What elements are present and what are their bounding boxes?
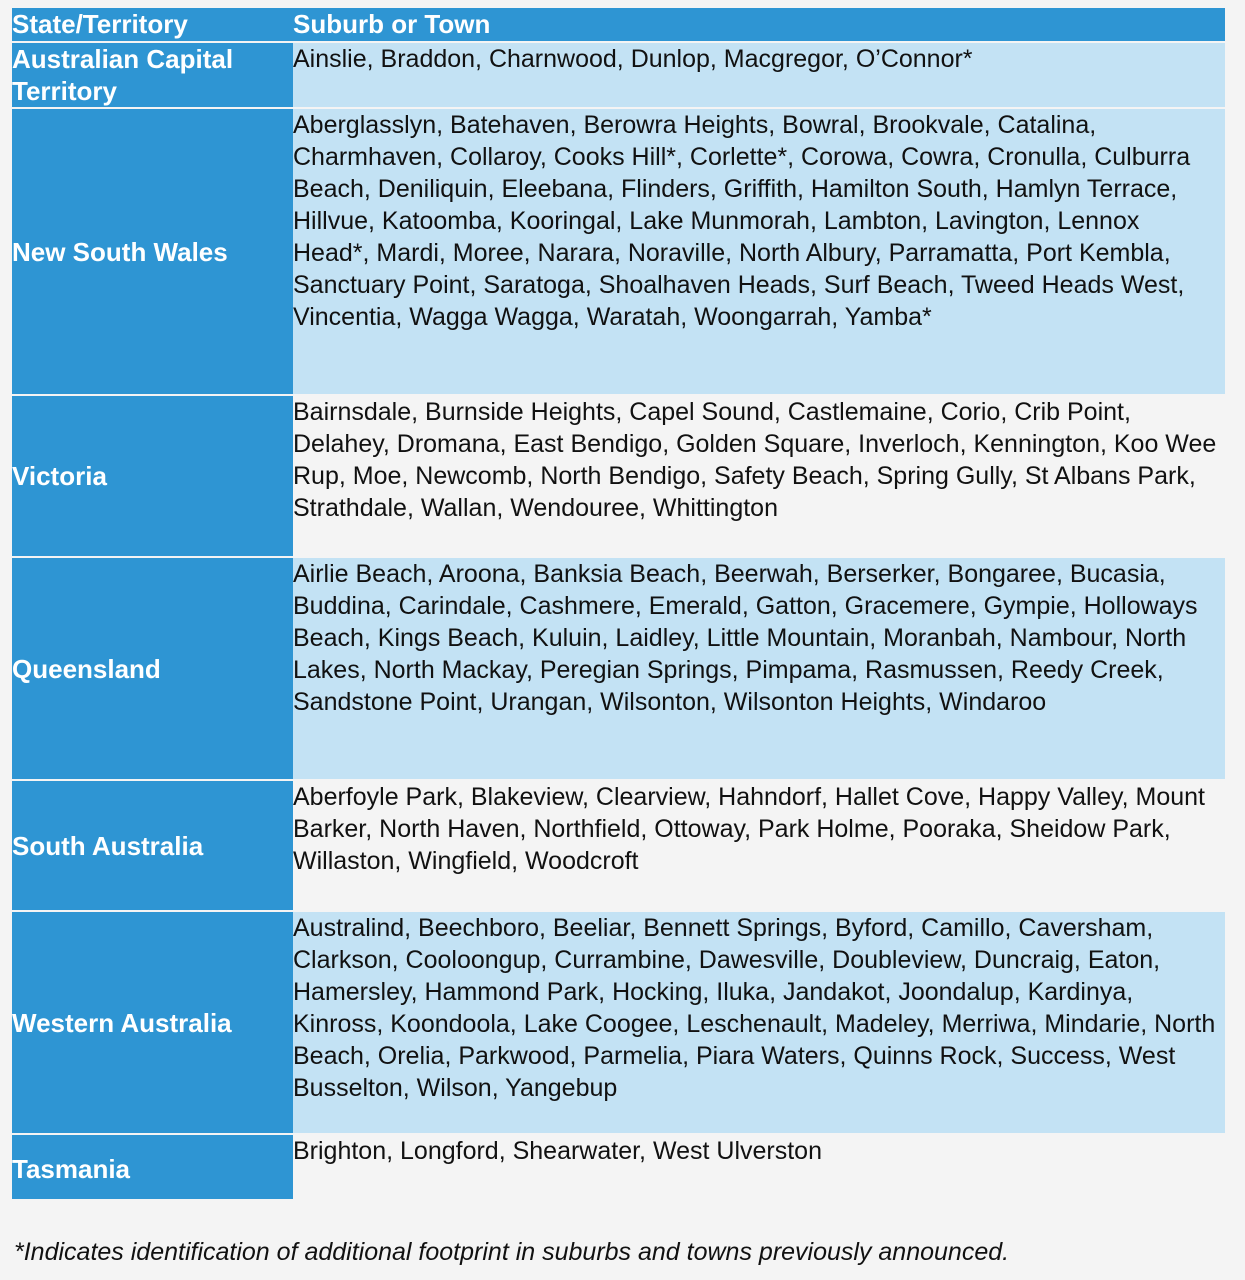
suburbs-vic: Bairnsdale, Burnside Heights, Capel Sound, Castlemaine, Corio, Crib Point, Delahey, Dromana, East Bendigo, Golden Square, Inverloch, Kennington, Koo Wee Rup, Moe, Newcomb, North Bendigo, Safety Beach, Spring Gully, St Albans Park, Strathdale, Wallan, Wendouree, Whittington [293, 398, 1217, 522]
suburbs-qld: Airlie Beach, Aroona, Banksia Beach, Beerwah, Berserker, Bongaree, Bucasia, Buddina, Carindale, Cashmere, Emerald, Gatton, Gracemere, Gympie, Holloways Beach, Kings Beach, Kuluin, Laidley, Little Mountain, Moranbah, Nambour, North Lakes, North Mackay, Peregian Springs, Pimpama, Rasmussen, Reedy Creek, Sandstone Point, Urangan, Wilsonton, Wilsonton Heights, Windaroo [293, 558, 1225, 779]
header-state: State/Territory [12, 9, 188, 39]
header-suburb: Suburb or Town [293, 9, 491, 39]
footnote: *Indicates identification of additional footprint in suburbs and towns previously announced. [14, 1238, 1010, 1266]
state-sa: South Australia [12, 781, 293, 910]
state-vic: Victoria [12, 396, 293, 556]
table-row-tas [12, 1135, 1225, 1199]
suburbs-tas: Brighton, Longford, Shearwater, West Ulverston [293, 1137, 822, 1165]
table-row-sa [12, 781, 1225, 910]
table-row-wa [12, 912, 1225, 1133]
locations-table [12, 8, 1225, 1199]
state-nsw: New South Wales [12, 109, 293, 394]
state-wa: Western Australia [12, 912, 293, 1133]
state-qld: Queensland [12, 558, 293, 779]
table-row-vic [12, 396, 1225, 556]
table-row-nsw [12, 109, 1225, 394]
state-act: Australian Capital Territory [12, 43, 293, 107]
suburbs-nsw: Aberglasslyn, Batehaven, Berowra Heights, Bowral, Brookvale, Catalina, Charmhaven, Collaroy, Cooks Hill*, Corlette*, Corowa, Cowra, Cronulla, Culburra Beach, Deniliquin, Eleebana, Flinders, Griffith, Hamilton South, Hamlyn Terrace, Hillvue, Katoomba, Kooringal, Lake Munmorah, Lambton, Lavington, Lennox Head*, Mardi, Moree, Narara, Noraville, North Albury, Parramatta, Port Kembla, Sanctuary Point, Saratoga, Shoalhaven Heads, Surf Beach, Tweed Heads West, Vincentia, Wagga Wagga, Waratah, Woongarrah, Yamba* [293, 109, 1225, 394]
suburbs-wa: Australind, Beechboro, Beeliar, Bennett Springs, Byford, Camillo, Caversham, Clarkson, Cooloongup, Currambine, Dawesville, Doubleview, Duncraig, Eaton, Hamersley, Hammond Park, Hocking, Iluka, Jandakot, Joondalup, Kardinya, Kinross, Koondoola, Lake Coogee, Leschenault, Madeley, Merriwa, Mindarie, North Beach, Orelia, Parkwood, Parmelia, Piara Waters, Quinns Rock, Success, West Busselton, Wilson, Yangebup [293, 912, 1225, 1133]
table-header [12, 8, 1225, 41]
state-tas: Tasmania [12, 1135, 293, 1199]
table-row-qld [12, 558, 1225, 779]
table-row-act [12, 43, 1225, 107]
suburbs-act: Ainslie, Braddon, Charnwood, Dunlop, Macgregor, O’Connor* [293, 43, 1225, 107]
suburbs-sa: Aberfoyle Park, Blakeview, Clearview, Hahndorf, Hallet Cove, Happy Valley, Mount Barker, North Haven, Northfield, Ottoway, Park Holme, Pooraka, Sheidow Park, Willaston, Wingfield, Woodcroft [293, 783, 1205, 875]
